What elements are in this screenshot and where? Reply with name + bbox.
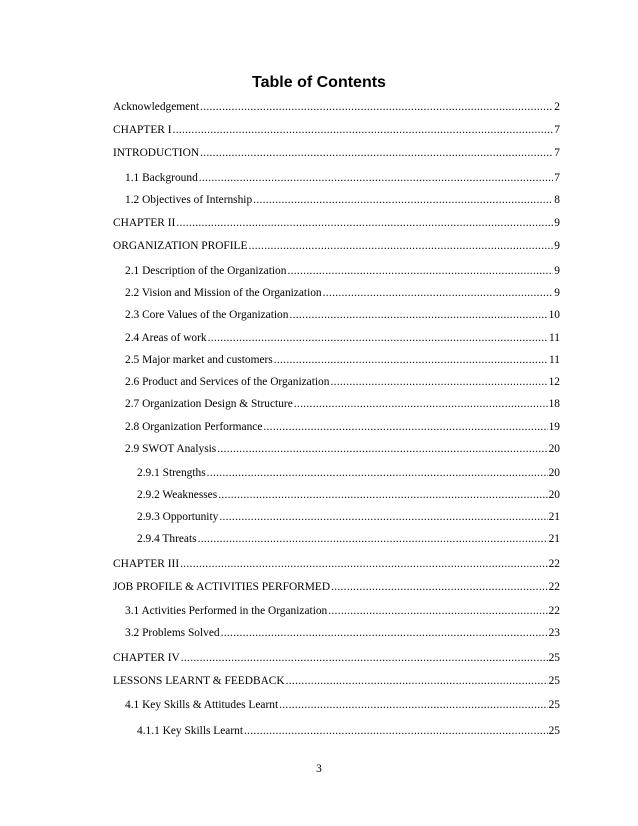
toc-entry-page-number: 11	[549, 354, 560, 366]
page-title: Table of Contents	[252, 74, 386, 91]
toc-entry-page-number: 7	[554, 172, 560, 184]
toc-entry-label: 2.6 Product and Services of the Organization	[125, 376, 330, 388]
toc-entry-label: 3.2 Problems Solved	[125, 627, 220, 639]
toc-entry[interactable]	[113, 239, 560, 253]
toc-entry-label: CHAPTER II	[113, 217, 176, 229]
toc-entry-label: 2.9.2 Weaknesses	[137, 489, 218, 501]
toc-entry-page-number: 20	[548, 467, 560, 479]
toc-entry-label: 2.5 Major market and customers	[125, 354, 273, 366]
toc-entry[interactable]	[137, 488, 560, 502]
toc-entry-page-number: 8	[554, 194, 560, 206]
toc-entry[interactable]	[125, 375, 560, 389]
dot-leader	[221, 626, 548, 640]
toc-entry-page-number: 12	[548, 376, 560, 388]
dot-leader	[274, 353, 548, 367]
toc-entry[interactable]	[113, 674, 560, 688]
toc-entry-label: 2.3 Core Values of the Organization	[125, 309, 289, 321]
toc-entry-label: 4.1 Key Skills & Attitudes Learnt	[125, 699, 279, 711]
toc-entry[interactable]	[125, 308, 560, 322]
toc-entry[interactable]	[125, 264, 560, 278]
dot-leader	[200, 100, 553, 114]
dot-leader	[287, 264, 553, 278]
toc-entry[interactable]	[113, 651, 560, 665]
toc-entry-page-number: 21	[548, 533, 560, 545]
toc-entry-page-number: 25	[548, 725, 560, 737]
toc-entry[interactable]	[125, 698, 560, 712]
dot-leader	[198, 532, 548, 546]
toc-entry-page-number: 9	[554, 217, 560, 229]
toc-entry[interactable]	[137, 532, 560, 546]
toc-entry-page-number: 7	[554, 124, 560, 136]
toc-entry-page-number: 20	[548, 443, 560, 455]
toc-entry-label: Acknowledgement	[113, 101, 200, 113]
toc-entry-label: CHAPTER IV	[113, 652, 180, 664]
dot-leader	[207, 466, 548, 480]
toc-entry-page-number: 25	[548, 699, 560, 711]
dot-leader	[208, 331, 548, 345]
toc-entry-page-number: 9	[554, 265, 560, 277]
dot-leader	[331, 580, 548, 594]
dot-leader	[289, 308, 547, 322]
toc-entry[interactable]	[113, 557, 560, 571]
table-of-contents	[0, 94, 638, 754]
dot-leader	[180, 557, 547, 571]
toc-entry-label: ORGANIZATION PROFILE	[113, 240, 248, 252]
toc-entry[interactable]	[125, 397, 560, 411]
toc-entry-page-number: 23	[548, 627, 560, 639]
toc-entry-label: 2.9.1 Strengths	[137, 467, 206, 479]
toc-entry-label: INTRODUCTION	[113, 147, 200, 159]
dot-leader	[199, 171, 554, 185]
toc-entry[interactable]	[113, 123, 560, 137]
toc-entry-page-number: 20	[548, 489, 560, 501]
dot-leader	[218, 488, 547, 502]
toc-entry-page-number: 22	[548, 605, 560, 617]
page-number: 3	[316, 763, 322, 775]
toc-entry[interactable]	[125, 604, 560, 618]
toc-entry-page-number: 10	[548, 309, 560, 321]
toc-entry-page-number: 11	[549, 332, 560, 344]
toc-entry[interactable]	[137, 466, 560, 480]
dot-leader	[330, 375, 547, 389]
dot-leader	[217, 442, 547, 456]
toc-entry-label: 2.8 Organization Performance	[125, 421, 263, 433]
toc-entry[interactable]	[113, 146, 560, 160]
toc-entry-page-number: 21	[548, 511, 560, 523]
toc-entry[interactable]	[125, 193, 560, 207]
toc-entry-label: 2.1 Description of the Organization	[125, 265, 287, 277]
dot-leader	[248, 239, 553, 253]
toc-entry[interactable]	[125, 353, 560, 367]
dot-leader	[279, 698, 547, 712]
toc-entry-label: 4.1.1 Key Skills Learnt	[137, 725, 243, 737]
toc-entry-label: LESSONS LEARNT & FEEDBACK	[113, 675, 285, 687]
toc-entry-label: 2.9 SWOT Analysis	[125, 443, 217, 455]
toc-entry[interactable]	[125, 420, 560, 434]
toc-entry-label: CHAPTER I	[113, 124, 172, 136]
dot-leader	[323, 286, 554, 300]
toc-entry-label: JOB PROFILE & ACTIVITIES PERFORMED	[113, 581, 331, 593]
toc-entry-label: 3.1 Activities Performed in the Organization	[125, 605, 328, 617]
toc-entry[interactable]	[125, 171, 560, 185]
toc-entry[interactable]	[125, 331, 560, 345]
dot-leader	[286, 674, 548, 688]
toc-entry-page-number: 19	[548, 421, 560, 433]
toc-entry-label: CHAPTER III	[113, 558, 180, 570]
dot-leader	[328, 604, 547, 618]
toc-entry-label: 2.4 Areas of work	[125, 332, 207, 344]
dot-leader	[244, 724, 548, 738]
dot-leader	[263, 420, 547, 434]
dot-leader	[253, 193, 553, 207]
toc-entry[interactable]	[113, 580, 560, 594]
toc-entry[interactable]	[125, 626, 560, 640]
toc-entry-page-number: 18	[548, 398, 560, 410]
toc-entry-label: 2.9.3 Opportunity	[137, 511, 219, 523]
toc-entry[interactable]	[113, 216, 560, 230]
toc-entry-page-number: 2	[554, 101, 560, 113]
toc-entry-label: 2.7 Organization Design & Structure	[125, 398, 293, 410]
toc-entry[interactable]	[137, 724, 560, 738]
toc-entry-label: 2.9.4 Threats	[137, 533, 197, 545]
toc-entry-page-number: 7	[554, 147, 560, 159]
toc-entry-label: 2.2 Vision and Mission of the Organization	[125, 287, 322, 299]
toc-entry-page-number: 9	[554, 240, 560, 252]
dot-leader	[294, 397, 548, 411]
toc-entry[interactable]	[125, 286, 560, 300]
dot-leader	[173, 123, 554, 137]
dot-leader	[181, 651, 548, 665]
dot-leader	[200, 146, 553, 160]
toc-entry[interactable]	[113, 100, 560, 114]
toc-entry-page-number: 25	[548, 675, 560, 687]
toc-entry-label: 1.2 Objectives of Internship	[125, 194, 253, 206]
toc-entry-page-number: 9	[554, 287, 560, 299]
toc-entry-page-number: 22	[548, 558, 560, 570]
toc-entry-page-number: 25	[548, 652, 560, 664]
toc-entry-page-number: 22	[548, 581, 560, 593]
toc-entry[interactable]	[137, 510, 560, 524]
dot-leader	[176, 216, 553, 230]
toc-entry-label: 1.1 Background	[125, 172, 198, 184]
dot-leader	[219, 510, 547, 524]
toc-entry[interactable]	[125, 442, 560, 456]
